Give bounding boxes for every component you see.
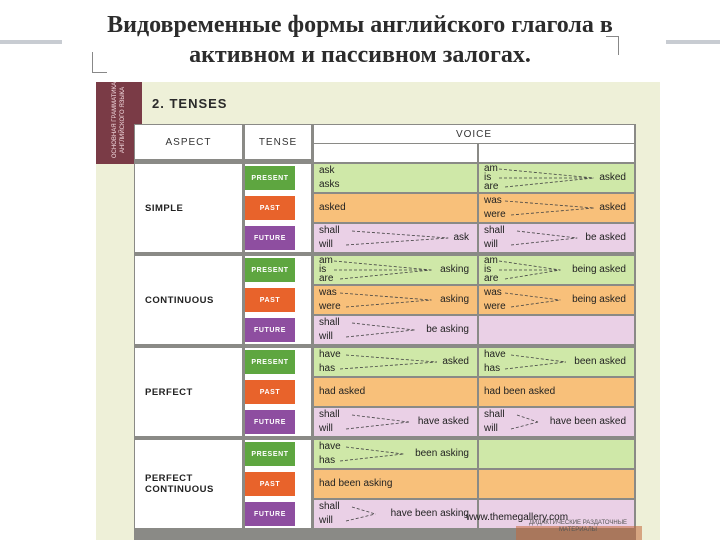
active-aux-word: were	[319, 301, 341, 312]
active-main-verb: have been asking	[390, 508, 469, 519]
connector-line	[346, 300, 431, 307]
header-passive: PASSIVE	[479, 144, 634, 162]
spine-text: ОСНОВНАЯ ГРАММАТИКА АНГЛИЙСКОГО ЯЗЫКА	[112, 82, 126, 159]
tense-label-past: PAST	[245, 196, 295, 220]
connector-line	[346, 238, 448, 245]
active-aux-word: shall	[319, 501, 340, 512]
passive-aux-word: was	[484, 195, 502, 206]
aspect-label: PERFECT	[135, 348, 242, 436]
header-active: ACTIVE	[314, 144, 477, 162]
passive-aux-word: have	[484, 349, 506, 360]
connector-line	[499, 261, 560, 270]
active-aux-word: shall	[319, 317, 340, 328]
connector-line	[505, 270, 560, 279]
passive-aux-word: was	[484, 287, 502, 298]
passive-aux-word: shall	[484, 225, 505, 236]
passive-main-verb: been asked	[574, 356, 626, 367]
active-aux-word: will	[319, 515, 333, 526]
active-main-verb: be asking	[426, 324, 469, 335]
aspect-label: CONTINUOUS	[135, 256, 242, 344]
active-aux-word: will	[319, 423, 333, 434]
connector-line	[511, 300, 560, 307]
active-aux-word: has	[319, 363, 336, 374]
tense-label-present: PRESENT	[245, 442, 295, 466]
connector-line	[340, 362, 437, 369]
connector-line	[352, 323, 415, 330]
passive-main-verb: asked	[599, 202, 626, 213]
active-main-verb: asking	[440, 264, 469, 275]
section-heading: 2. TENSES	[152, 96, 228, 111]
passive-aux-word: are	[484, 273, 499, 284]
connector-line	[340, 293, 431, 300]
connector-line	[340, 270, 431, 279]
connector-line	[511, 208, 594, 215]
tense-label-present: PRESENT	[245, 166, 295, 190]
connector-line	[517, 231, 577, 238]
active-aux-word: asked	[319, 202, 346, 213]
passive-aux-word: am	[484, 255, 498, 266]
active-aux-word: ask	[319, 165, 335, 176]
tense-label-present: PRESENT	[245, 350, 295, 374]
connector-line	[499, 169, 594, 178]
tense-label-past: PAST	[245, 472, 295, 496]
connector-line	[346, 355, 437, 362]
passive-aux-word: were	[484, 209, 506, 220]
connector-line	[340, 454, 403, 461]
title-line-1: Видовременные формы английского глагола в	[107, 12, 613, 38]
passive-aux-word: are	[484, 181, 499, 192]
active-main-verb: have asked	[417, 416, 469, 427]
active-aux-word: had been asking	[319, 478, 393, 489]
tense-label-present: PRESENT	[245, 258, 295, 282]
active-aux-word: will	[319, 239, 333, 250]
active-main-verb: asked	[442, 356, 469, 367]
tense-label-future: FUTURE	[245, 410, 295, 434]
connector-line	[511, 422, 538, 429]
passive-aux-word: is	[484, 172, 492, 183]
connector-line	[505, 293, 560, 300]
publisher-stamp: ДИДАКТИЧЕСКИЕ РАЗДАТОЧНЫЕ МАТЕРИАЛЫ	[528, 520, 628, 533]
active-aux-word: will	[319, 331, 333, 342]
connector-line	[334, 261, 431, 270]
connector-line	[505, 178, 594, 187]
tense-label-past: PAST	[245, 288, 295, 312]
active-main-verb: asking	[440, 294, 469, 305]
textbook-scan	[96, 82, 660, 540]
active-aux-word: have	[319, 349, 341, 360]
connector-line	[517, 415, 538, 422]
passive-aux-word: shall	[484, 409, 505, 420]
slide-title	[40, 10, 680, 70]
passive-main-verb: being asked	[572, 294, 626, 305]
watermark: www.themegallery.com	[466, 512, 569, 523]
passive-aux-word: will	[484, 239, 498, 250]
active-main-verb: ask	[453, 232, 469, 243]
connector-lines	[96, 82, 660, 540]
connector-line	[511, 238, 577, 245]
passive-aux-word: has	[484, 363, 501, 374]
active-aux-word: had asked	[319, 386, 366, 397]
tense-label-future: FUTURE	[245, 318, 295, 342]
tense-label-past: PAST	[245, 380, 295, 404]
active-aux-word: shall	[319, 409, 340, 420]
aspect-label: PERFECT CONTINUOUS	[135, 440, 242, 528]
passive-aux-word: were	[484, 301, 506, 312]
header-voice: VOICE	[314, 125, 634, 143]
connector-line	[346, 514, 375, 521]
active-aux-word: has	[319, 455, 336, 466]
passive-aux-word: is	[484, 264, 492, 275]
connector-line	[352, 415, 409, 422]
title-line-2: активном и пассивном залогах.	[189, 42, 531, 68]
connector-line	[346, 447, 403, 454]
connector-line	[346, 422, 409, 429]
active-main-verb: been asking	[415, 448, 469, 459]
passive-main-verb: asked	[599, 172, 626, 183]
passive-main-verb: have been asked	[549, 416, 626, 427]
connector-line	[352, 507, 375, 514]
active-aux-word: was	[319, 287, 337, 298]
passive-main-verb: be asked	[585, 232, 626, 243]
active-aux-word: are	[319, 273, 334, 284]
aspect-label: SIMPLE	[135, 164, 242, 252]
connector-line	[346, 330, 415, 337]
tense-label-future: FUTURE	[245, 226, 295, 250]
active-aux-word: asks	[319, 179, 340, 190]
header-aspect: ASPECT	[135, 125, 242, 159]
passive-aux-word: had been asked	[484, 386, 556, 397]
connector-line	[352, 231, 448, 238]
connector-line	[511, 355, 566, 362]
connector-line	[505, 201, 594, 208]
connector-line	[505, 362, 566, 369]
active-aux-word: have	[319, 441, 341, 452]
active-aux-word: is	[319, 264, 327, 275]
passive-main-verb: being asked	[572, 264, 626, 275]
header-tense: TENSE	[245, 125, 311, 159]
tense-label-future: FUTURE	[245, 502, 295, 526]
active-aux-word: am	[319, 255, 333, 266]
passive-aux-word: will	[484, 423, 498, 434]
active-aux-word: shall	[319, 225, 340, 236]
passive-aux-word: am	[484, 163, 498, 174]
